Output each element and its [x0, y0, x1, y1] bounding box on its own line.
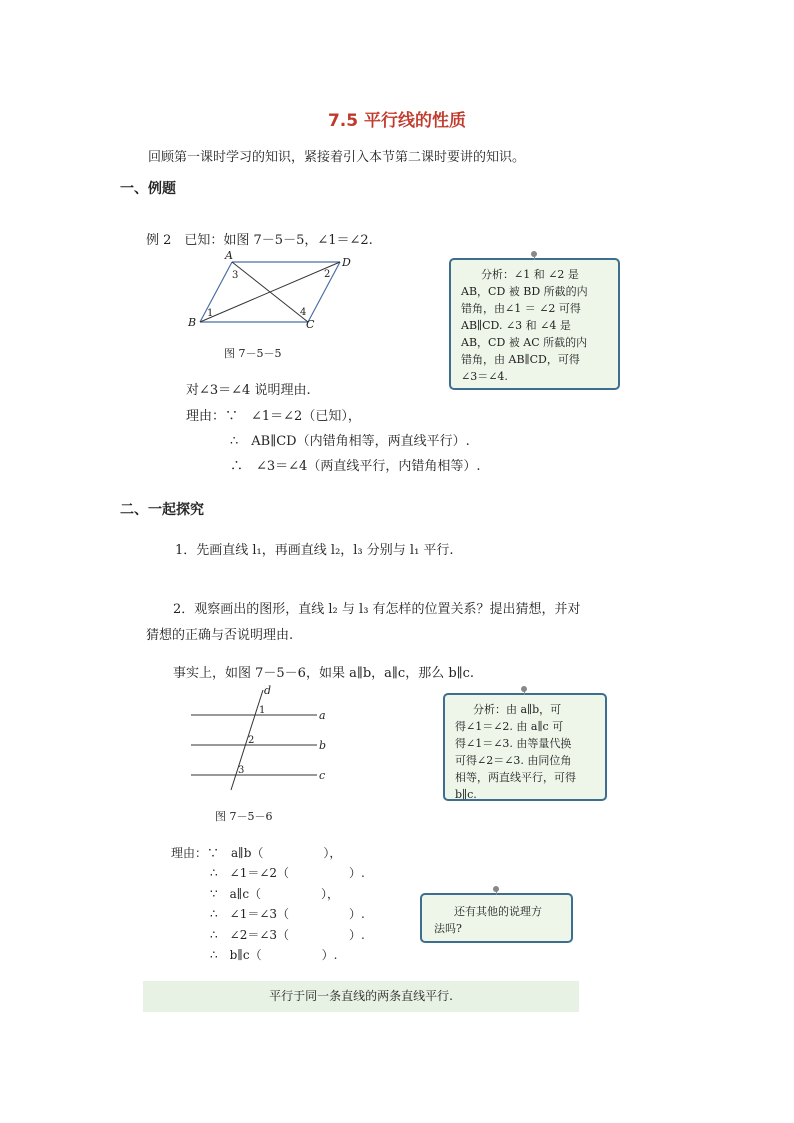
analysis-line: AB，CD 被 BD 所截的内 [461, 285, 588, 298]
section-heading-explore: 二、一起探究 [120, 502, 204, 518]
explore-fact: 事实上，如图 7－5－6，如果 a∥b，a∥c，那么 b∥c. [173, 666, 475, 681]
segment-bd [200, 262, 340, 322]
explore-item-1: 1．先画直线 l₁，再画直线 l₂，l₃ 分别与 l₁ 平行. [175, 543, 454, 558]
angle-label-3: 3 [232, 270, 239, 281]
angle-label-3: 3 [238, 765, 245, 776]
line-label-c: c [319, 769, 326, 782]
figure-caption-7-5-6: 图 7－5－6 [215, 810, 273, 823]
analysis-line: AB，CD 被 AC 所截的内 [461, 336, 588, 349]
summary-box: 平行于同一条直线的两条直线平行. [143, 981, 579, 1012]
page-title: 7.5 平行线的性质 [327, 111, 467, 131]
analysis-line: 可得∠2＝∠3. 由同位角 [455, 754, 572, 767]
reason-line: ∴ ∠1＝∠3（ ）. [210, 907, 365, 921]
line-label-d: d [264, 684, 272, 697]
example-2-question: 对∠3＝∠4 说明理由. [186, 383, 311, 398]
analysis-line: b∥c. [455, 788, 477, 801]
point-label-b: B [188, 316, 197, 329]
explore-item-2-line2: 猜想的正确与否说明理由. [146, 628, 294, 643]
intro-text: 回顾第一课时学习的知识，紧接着引入本节第二课时要讲的知识。 [148, 150, 526, 165]
analysis-line: 得∠1＝∠2. 由 a∥c 可 [455, 720, 564, 733]
analysis-line: 分析：∠1 和 ∠2 是 [481, 268, 579, 281]
section-heading-examples: 一、例题 [120, 181, 176, 197]
analysis-line: 错角，由 AB∥CD，可得 [461, 353, 580, 366]
reason-line: ∴ ∠1＝∠2（ ）. [210, 866, 365, 880]
reason-line: ∴ b∥c（ ）. [210, 948, 338, 962]
reason-line: ∴ ∠2＝∠3（ ）. [210, 928, 365, 942]
line-label-b: b [319, 739, 327, 752]
angle-label-2: 2 [324, 269, 331, 280]
hint-callout [420, 893, 573, 943]
angle-label-1: 1 [259, 705, 266, 716]
figure-7-5-6 [185, 682, 335, 792]
reason-line: ∴ ∠3＝∠4（两直线平行，内错角相等）. [230, 459, 481, 474]
example-2-heading: 例 2 已知：如图 7－5－5，∠1＝∠2. [146, 233, 373, 248]
analysis-line: ∠3＝∠4. [461, 370, 508, 383]
hint-line: 还有其他的说理方 [454, 905, 542, 918]
reason-line: 理由：∵ a∥b（ ）， [171, 846, 342, 860]
analysis-line: 得∠1＝∠3. 由等量代换 [455, 737, 572, 750]
analysis-line: 错角，由∠1 ＝ ∠2 可得 [461, 302, 581, 315]
point-label-c: C [306, 318, 315, 331]
reason-line: ∴ AB∥CD（内错角相等，两直线平行）. [230, 434, 470, 449]
point-label-d: D [342, 256, 351, 269]
angle-label-4: 4 [300, 307, 307, 318]
angle-label-2: 2 [248, 735, 255, 746]
hint-line: 法吗? [434, 922, 462, 935]
point-label-a: A [225, 250, 233, 262]
segment-ab [200, 262, 232, 322]
figure-caption-7-5-5: 图 7－5－5 [224, 347, 282, 360]
line-label-a: a [319, 709, 326, 722]
angle-label-1: 1 [207, 308, 214, 319]
analysis-callout-explore [443, 693, 607, 801]
reason-line: ∵ a∥c（ ）， [210, 887, 340, 901]
figure-7-5-5 [180, 250, 360, 360]
analysis-callout-example-2 [449, 258, 620, 390]
analysis-line: AB∥CD. ∠3 和 ∠4 是 [461, 319, 571, 332]
analysis-line: 相等，两直线平行，可得 [455, 771, 576, 784]
analysis-line: 分析：由 a∥b，可 [473, 703, 562, 716]
explore-item-2-line1: 2．观察画出的图形，直线 l₂ 与 l₃ 有怎样的位置关系？提出猜想，并对 [173, 602, 581, 617]
reason-line: 理由：∵ ∠1＝∠2（已知）， [186, 409, 361, 424]
